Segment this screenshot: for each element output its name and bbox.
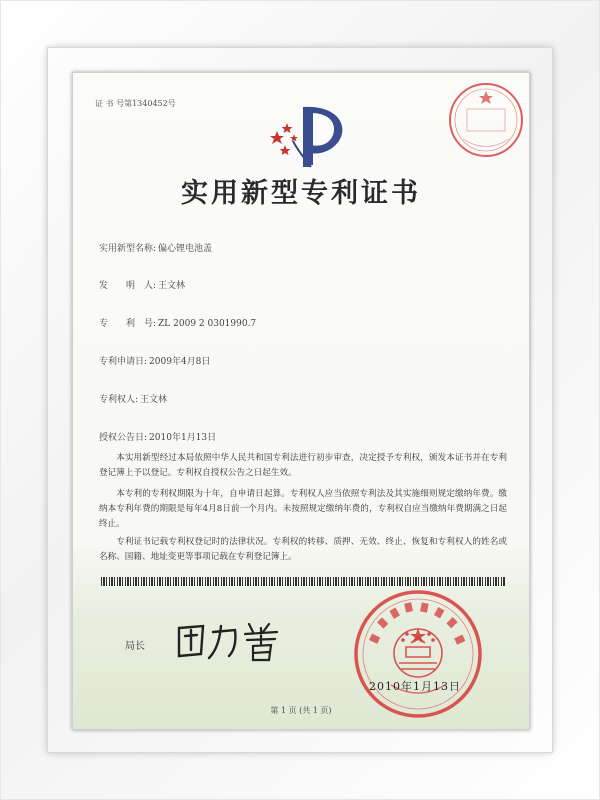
field-label: 实用新型名称: [99, 244, 157, 254]
certificate-title: 实用新型专利证书 [181, 178, 421, 209]
barcode-strip [101, 577, 505, 586]
paragraph-legal-status: 专利证书记载专利权登记时的法律状况。专利权的转移、质押、无效、终止、恢复和专利权人的姓名或名称、国籍、地址变更等事项记载在专利登记簿上。 [99, 537, 507, 562]
field-utility-model-name [99, 241, 212, 254]
field-grant-date [99, 430, 216, 443]
field-inventor [99, 278, 185, 291]
field-value: 偏心锂电池盖 [158, 244, 213, 254]
paragraph-term: 本专利的专利权期限为十年，自申请日起算。专利权人应当依照专利法及其实施细则规定缴纳年费。缴纳本专利年费的期限是每年4月8日前一个月内。未按照规定缴纳年费的，专利权自应当缴纳年费期满之日起终止。 [99, 489, 507, 529]
field-label: 专利申请日: [99, 357, 148, 367]
field-patentee [99, 392, 167, 405]
paragraph-grant: 本实用新型经过本局依照中华人民共和国专利法进行初步审查，决定授予专利权，颁发本证书并在专利登记簿上予以登记。专利权自授权公告之日起生效。 [99, 453, 507, 478]
field-label: 专利权人: [99, 395, 139, 405]
field-label: 发 明 人: [99, 281, 157, 291]
field-value: ZL 2009 2 0301990.7 [158, 319, 257, 329]
director-label: 局长 [125, 641, 145, 652]
national-ip-seal-icon [351, 587, 485, 721]
field-label: 专 利 号: [99, 319, 157, 329]
field-patent-number [99, 316, 256, 329]
agency-seal-icon [445, 79, 527, 161]
field-value: 王文林 [158, 281, 186, 291]
field-value: 王文林 [140, 395, 168, 405]
field-label: 授权公告日: [99, 433, 148, 443]
director-signature-icon [173, 618, 293, 662]
patent-certificate [72, 72, 530, 730]
certificate-number: 证 书 号第1340452号 [95, 99, 176, 108]
field-value: 2009年4月8日 [149, 357, 211, 367]
page-number: 第 1 页 (共 1 页) [270, 706, 332, 715]
field-value: 2010年1月13日 [149, 433, 217, 443]
issue-date: 2010年1月13日 [369, 680, 461, 693]
field-application-date [99, 354, 210, 367]
patent-office-logo-icon [263, 101, 353, 171]
